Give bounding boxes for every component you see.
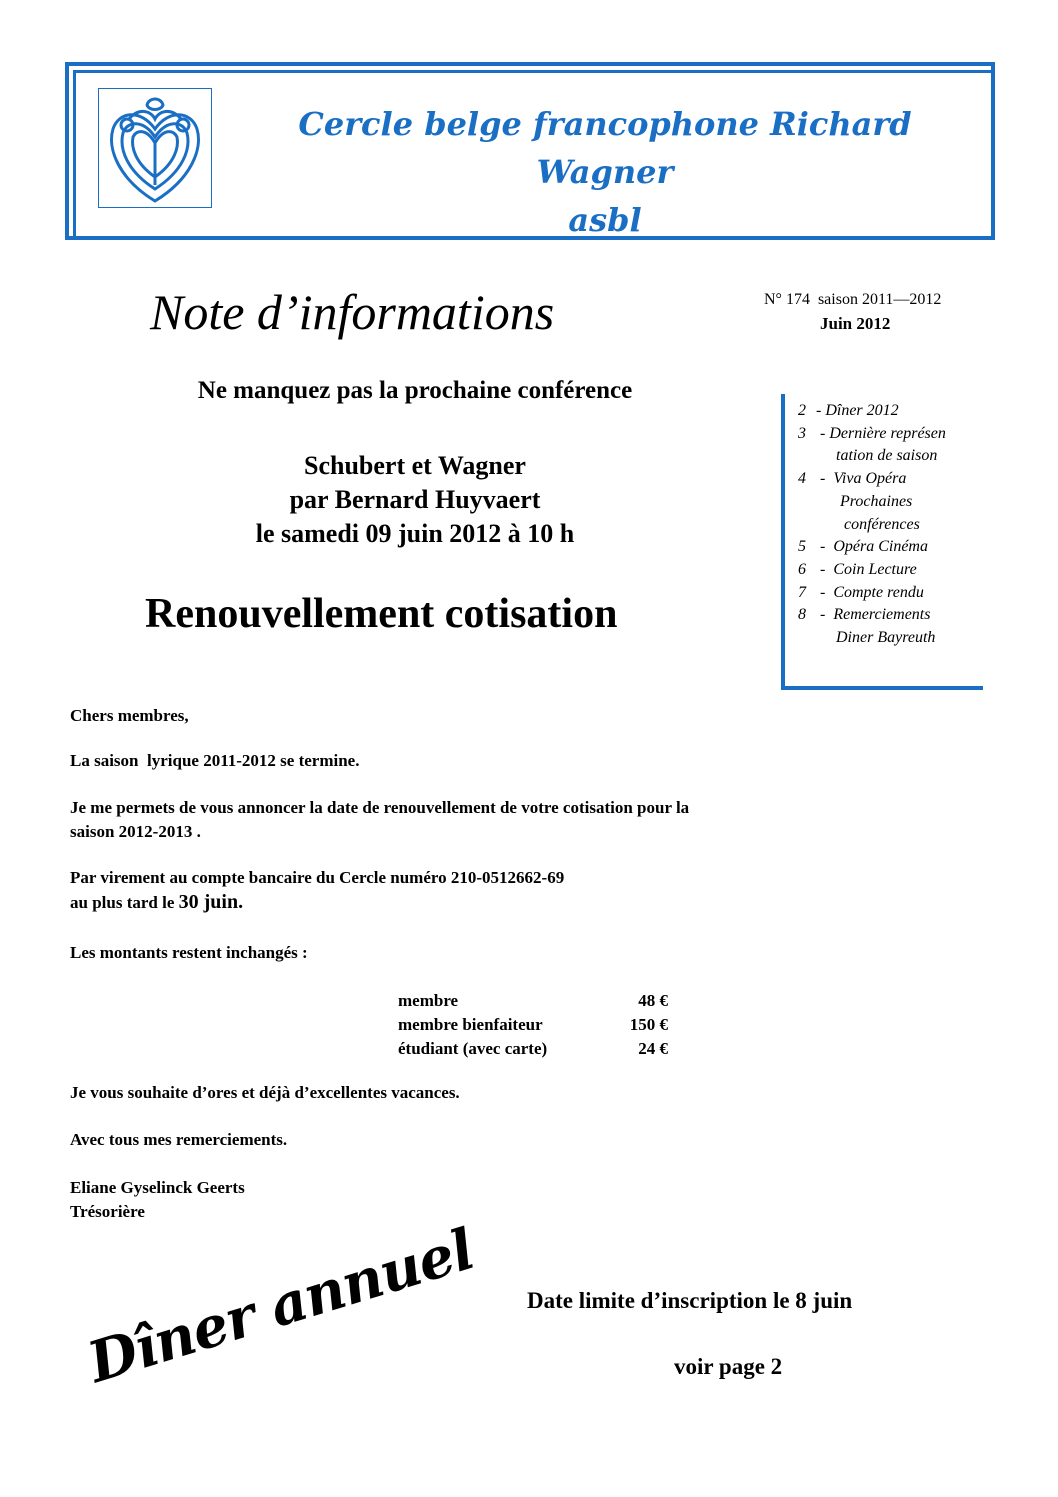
- event-details: [80, 449, 750, 551]
- fee-table: [398, 989, 668, 1061]
- event-date: le samedi 09 juin 2012 à 10 h: [255, 519, 575, 548]
- page-title: Note d’informations: [150, 284, 555, 340]
- annual-dinner-title: Dîner annuel: [80, 1216, 482, 1396]
- thanks: Avec tous mes remerciements.: [70, 1130, 288, 1149]
- issue-number: N° 174 saison 2011—2012: [764, 291, 942, 308]
- season-ending-text: La saison lyrique 2011-2012 se termine.: [70, 751, 360, 770]
- event-title: Schubert et Wagner: [304, 451, 526, 480]
- toc-item: 4 - Viva Opéra: [798, 470, 907, 488]
- toc-item: Prochaines: [816, 492, 913, 510]
- greeting: Chers membres,: [70, 706, 189, 725]
- toc-item: 6 - Coin Lecture: [798, 560, 917, 578]
- table-of-contents: [798, 400, 988, 650]
- org-name-line1: Cercle belge francophone Richard Wagner: [298, 105, 912, 191]
- amounts-intro: Les montants restent inchangés :: [70, 943, 308, 962]
- event-speaker: par Bernard Huyvaert: [289, 485, 541, 514]
- renewal-announcement-line2: saison 2012-2013 .: [70, 822, 201, 841]
- fee-row: étudiant (avec carte) 24 €: [398, 1039, 668, 1058]
- signer-role: Trésorière: [70, 1202, 145, 1221]
- renewal-announcement: [70, 796, 970, 844]
- celtic-knot-heart-icon: [99, 89, 211, 207]
- issue-date: Juin 2012: [820, 314, 891, 333]
- toc-item: conférences: [816, 515, 920, 533]
- toc-item: 5 - Opéra Cinéma: [798, 538, 928, 556]
- payment-deadline: 30 juin.: [178, 891, 244, 913]
- registration-deadline: Date limite d’inscription le 8 juin: [527, 1288, 853, 1313]
- toc-item: 7 - Compte rendu: [798, 583, 924, 601]
- see-page-reference: voir page 2: [674, 1354, 783, 1379]
- next-conference-heading: Ne manquez pas la prochaine conférence: [197, 377, 633, 404]
- payment-instructions: [70, 866, 564, 915]
- toc-item: 3 - Dernière représen: [798, 424, 946, 442]
- org-name-line2: asbl: [568, 201, 642, 239]
- logo: [98, 88, 212, 208]
- renewal-announcement-line1: Je me permets de vous annoncer la date de renouvellement de votre cotisation pour la: [70, 798, 690, 817]
- toc-item: tation de saison: [816, 447, 938, 465]
- toc-item: 2 - Dîner 2012: [798, 402, 899, 419]
- holiday-wishes: Je vous souhaite d’ores et déjà d’excellentes vacances.: [70, 1083, 460, 1102]
- fee-row: membre bienfaiteur 150 €: [398, 1015, 668, 1034]
- toc-item: Diner Bayreuth: [816, 629, 936, 647]
- organization-name: [230, 100, 980, 244]
- signer-name: Eliane Gyselinck Geerts: [70, 1178, 245, 1197]
- fee-row: membre 48 €: [398, 991, 668, 1010]
- signature-block: [70, 1176, 245, 1224]
- renewal-heading: Renouvellement cotisation: [145, 591, 618, 637]
- deadline-line: au plus tard le 30 juin.: [70, 891, 244, 913]
- bank-account-line: Par virement au compte bancaire du Cercle numéro 210-0512662-69: [70, 868, 565, 887]
- toc-item: 8 - Remerciements: [798, 606, 931, 624]
